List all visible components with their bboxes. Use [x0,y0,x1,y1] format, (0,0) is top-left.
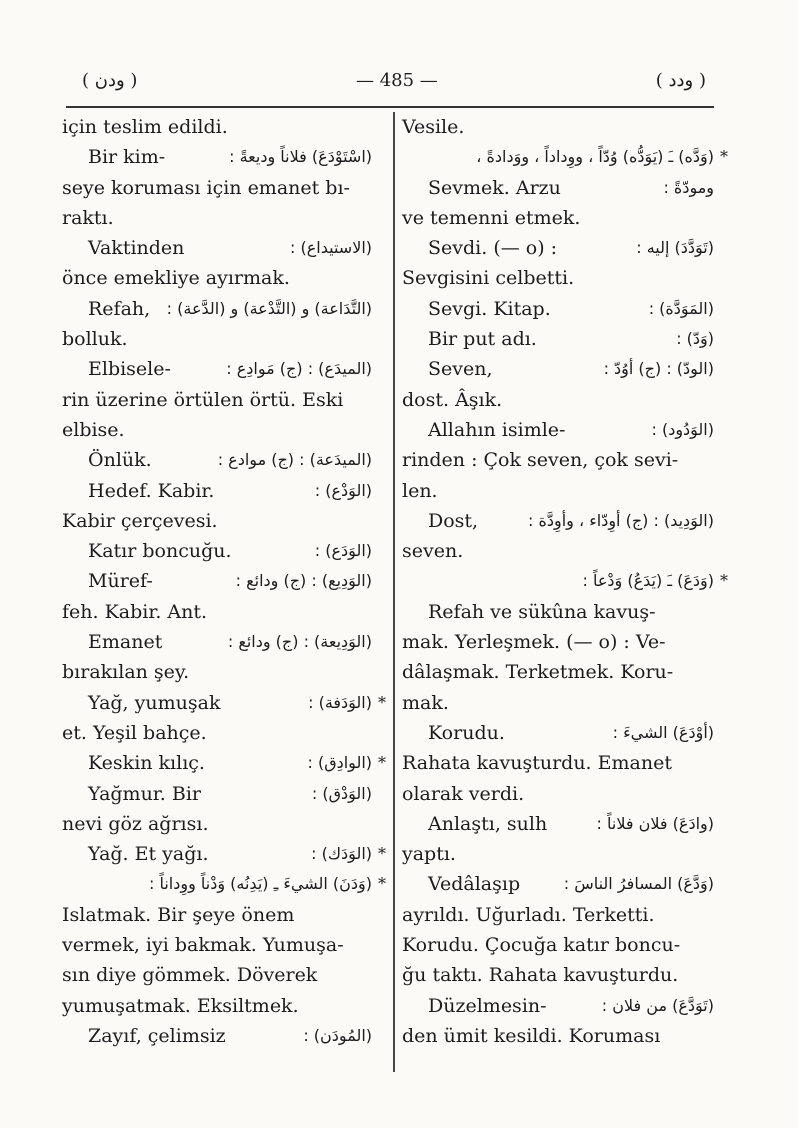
dictionary-line [402,294,714,324]
header-rule [66,106,714,108]
dictionary-line [402,415,714,445]
turkish-text: Anlaştı, sulh [428,812,548,835]
dictionary-line [402,930,714,960]
arabic-headword: (المَوَدَّة) : [648,298,714,318]
dictionary-line [62,324,372,354]
turkish-text: Önlük. [88,449,152,472]
turkish-text: den ümit kesildi. Koruması [402,1024,661,1047]
turkish-text: Elbisele- [88,358,171,381]
dictionary-line [402,869,714,899]
dictionary-line [62,748,386,778]
dictionary-line [402,597,714,627]
root-marker-asterisk: * [378,692,386,712]
dictionary-line [402,263,714,293]
dictionary-line [62,839,386,869]
dictionary-line [402,779,714,809]
turkish-text: Sevgi. Kitap. [428,297,551,320]
dictionary-line [402,324,714,354]
dictionary-line [62,627,372,657]
turkish-text: Sevmek. Arzu [428,176,561,199]
turkish-text: Düzelmesin- [428,994,547,1017]
turkish-text: önce emekliye ayırmak. [62,267,290,290]
arabic-headword: (وَدّ) : [676,329,714,349]
dictionary-line [402,476,714,506]
turkish-text: ayrıldı. Uğurladı. Terketti. [402,903,655,926]
turkish-text: raktı. [62,206,114,229]
arabic-headword: ومودّةً : [663,177,714,197]
dictionary-line [402,900,714,930]
turkish-text: len. [402,479,438,502]
arabic-headword: (المُودَن) : [303,1025,372,1045]
arabic-headword: (الوَدْق) : [311,783,372,803]
left-column [62,112,386,1051]
dictionary-line [62,476,372,506]
arabic-headword: (تَوَدَّدَ) إليه : [636,238,714,258]
turkish-text: feh. Kabir. Ant. [62,600,208,623]
root-marker-asterisk: * [720,571,728,591]
turkish-text: yumuşatmak. Eksiltmek. [62,994,299,1017]
arabic-headword: (الوَدَع) : [314,541,372,561]
arabic-headword: (الوَدِيعة) : (ج) ودائع : [227,632,372,652]
turkish-text: sın diye gömmek. Döverek [62,964,318,987]
arabic-headword: (وادَعَ) فلان فلاناً : [596,813,714,833]
arabic-headword: (الوادِق) : [307,753,372,773]
turkish-text: için teslim edildi. [62,116,228,138]
arabic-headword: (الميدَعة) : (ج) موادع : [217,450,372,470]
header-left-keyword: ( ودن ) [82,70,138,91]
arabic-headword: (وَدَعَ) ـَ (يَدَعُ) وَدْعاً : [582,571,714,591]
turkish-text: Seven, [428,358,493,381]
turkish-text: rinden : Çok seven, çok sevi- [402,449,679,472]
dictionary-line [62,960,372,990]
turkish-text: elbise. [62,418,125,441]
dictionary-line [62,809,372,839]
dictionary-line [402,203,714,233]
arabic-headword: (الودّ) : (ج) أوُدّ : [603,359,714,379]
arabic-headword: (الوَدَك) : [311,844,372,864]
root-marker-asterisk: * [720,147,728,167]
dictionary-line [402,839,714,869]
dictionary-line [402,233,714,263]
arabic-headword: (الوَدُود) : [651,419,714,439]
turkish-text: bırakılan şey. [62,661,190,684]
turkish-text: Yağ. Et yağı. [88,843,209,866]
root-marker-asterisk: * [378,844,386,864]
turkish-text: seven. [402,540,464,563]
turkish-text: Sevdi. (— o) : [428,237,558,260]
turkish-text: ve temenni etmek. [402,206,581,229]
dictionary-line [62,566,372,596]
right-column [402,112,728,1051]
root-marker-asterisk: * [378,753,386,773]
turkish-text: mak. [402,691,449,714]
dictionary-line [402,536,714,566]
column-divider [393,112,395,1072]
turkish-text: yaptı. [402,843,456,866]
dictionary-line [402,506,714,536]
turkish-text: Katır boncuğu. [88,540,232,563]
arabic-headword: (التَّدَاعة) و (التَّدْعة) و (الدَّعة) : [166,298,372,318]
turkish-text: rin üzerine örtülen örtü. Eski [62,388,344,411]
dictionary-line [402,142,728,172]
dictionary-line [402,1021,714,1051]
turkish-text: Emanet [88,631,163,654]
dictionary-line [62,415,372,445]
turkish-text: Allahın isimle- [428,418,566,441]
arabic-headword: (وَدَّعَ) المسافرُ الناسَ : [563,874,714,894]
dictionary-line [62,536,372,566]
dictionary-line [402,748,714,778]
dictionary-line [402,991,714,1021]
turkish-text: Vesile. [402,116,465,138]
turkish-text: dâlaşmak. Terketmek. Koru- [402,661,674,684]
dictionary-line [62,506,372,536]
dictionary-line [402,809,714,839]
turkish-text: bolluk. [62,328,128,351]
dictionary-line [62,385,372,415]
arabic-headword: (أوْدَعَ) الشيءَ : [612,722,714,742]
arabic-headword: (تَوَدَّعَ) من فلان : [601,995,714,1015]
dictionary-line [402,657,714,687]
turkish-text: nevi göz ağrısı. [62,812,209,835]
turkish-text: Islatmak. Bir şeye önem [62,903,295,926]
page-number: — 485 — [356,70,438,91]
arabic-headword: (وَدَنَ) الشيءَ ـِ (يَدِنُه) وَدْناً ووِداناً : [148,874,372,894]
dictionary-line [62,657,372,687]
root-marker-asterisk: * [378,874,386,894]
turkish-text: Sevgisini celbetti. [402,267,575,290]
arabic-headword: (وَدَّه) ـَ (يَوَدُّه) وُدّاً ، ووِداداً ، ووَدادةً ، [476,147,714,167]
dictionary-line [62,294,372,324]
arabic-headword: (الوَدَفة) : [308,692,372,712]
dictionary-line [62,597,372,627]
turkish-text: vermek, iyi bakmak. Yumuşa- [62,934,344,957]
arabic-headword: (اسْتَوْدَعَ) فلاناً وديعةً : [229,147,372,167]
turkish-text: seye koruması için emanet bı- [62,176,350,199]
dictionary-line [402,173,714,203]
dictionary-line [62,1021,372,1051]
dictionary-line [62,112,372,142]
turkish-text: Vedâlaşıp [428,873,521,896]
turkish-text: Keskin kılıç. [88,752,205,775]
dictionary-line [62,173,372,203]
turkish-text: mak. Yerleşmek. (— o) : Ve- [402,631,666,654]
dictionary-line [62,779,372,809]
arabic-headword: (الوَدِيع) : (ج) ودائع : [235,571,372,591]
turkish-text: Dost, [428,509,479,532]
arabic-headword: (الميدَع) : (ج) مَوادِع : [226,359,372,379]
dictionary-line [62,233,372,263]
dictionary-line [402,445,714,475]
dictionary-line [402,718,714,748]
turkish-text: Müref- [88,570,153,593]
turkish-text: Zayıf, çelimsiz [88,1024,226,1047]
turkish-text: Korudu. [428,721,505,744]
turkish-text: ğu taktı. Rahata kavuşturdu. [402,964,679,987]
turkish-text: Vaktinden [88,237,185,260]
dictionary-line [62,445,372,475]
arabic-headword: (الوَدْع) : [314,480,372,500]
dictionary-line [402,688,714,718]
dictionary-line [62,263,372,293]
dictionary-line [402,354,714,384]
header-right-keyword: ( ودد ) [655,70,706,91]
dictionary-line [62,688,386,718]
arabic-headword: (الاستيداع) : [290,238,372,258]
dictionary-line [402,385,714,415]
dictionary-line [402,112,714,142]
dictionary-line [62,930,372,960]
turkish-text: Bir kim- [88,146,166,169]
dictionary-line [62,900,372,930]
dictionary-line [62,869,386,899]
dictionary-line [402,566,728,596]
dictionary-line [62,991,372,1021]
turkish-text: olarak verdi. [402,782,525,805]
dictionary-line [62,203,372,233]
turkish-text: dost. Âşık. [402,388,503,411]
turkish-text: Rahata kavuşturdu. Emanet [402,752,672,775]
turkish-text: et. Yeşil bahçe. [62,721,207,744]
turkish-text: Kabir çerçevesi. [62,509,218,532]
turkish-text: Bir put adı. [428,328,537,351]
turkish-text: Korudu. Çocuğa katır boncu- [402,934,681,957]
dictionary-line [402,960,714,990]
turkish-text: Hedef. Kabir. [88,479,215,502]
turkish-text: Yağ, yumuşak [88,691,221,714]
turkish-text: Yağmur. Bir [88,782,202,805]
dictionary-line [62,354,372,384]
turkish-text: Refah ve sükûna kavuş- [428,600,656,623]
turkish-text: Refah, [88,297,151,320]
arabic-headword: (الوَدِيد) : (ج) أوِدّاء ، وأوِدَّة : [528,510,714,530]
dictionary-line [62,142,372,172]
page-header [66,70,718,100]
dictionary-line [62,718,372,748]
dictionary-line [402,627,714,657]
